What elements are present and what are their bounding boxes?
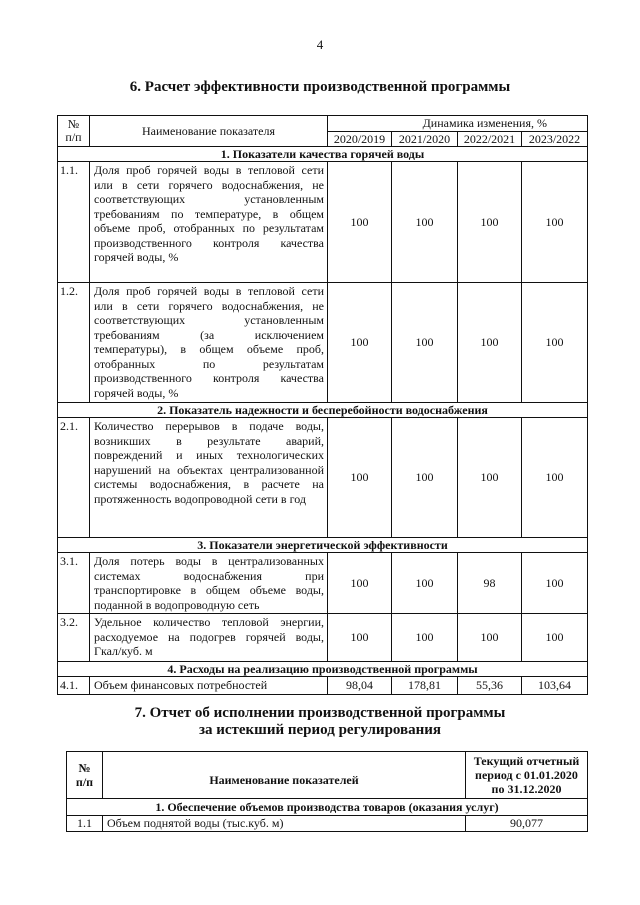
row-number: 4.1. xyxy=(58,677,90,695)
section-7-title-line-1: 7. Отчет об исполнении производственной программы xyxy=(134,705,506,721)
value-cell: 100 xyxy=(392,553,458,614)
value-cell: 100 xyxy=(392,614,458,662)
section-heading-1: 1. Обеспечение объемов производства товаров (оказания услуг) xyxy=(67,799,588,816)
efficiency-table xyxy=(57,115,588,695)
header-year-4: 2023/2022 xyxy=(522,131,588,147)
header-dynamics: Динамика изменения, % xyxy=(328,116,588,132)
value-cell: 100 xyxy=(458,418,522,538)
page-number: 4 xyxy=(316,37,324,52)
indicator-name: Объем поднятой воды (тыс.куб. м) xyxy=(103,816,466,832)
section-heading-1: 1. Показатели качества горячей воды xyxy=(58,147,588,162)
value-cell: 100 xyxy=(328,614,392,662)
value-cell: 100 xyxy=(522,614,588,662)
section-7-title-line-2: за истекший период регулирования xyxy=(198,722,442,738)
value-cell: 100 xyxy=(458,614,522,662)
row-number: 3.2. xyxy=(58,614,90,662)
value-cell: 103,64 xyxy=(522,677,588,695)
header-period: Текущий отчетный период с 01.01.2020 по 31.12.2020 xyxy=(466,752,588,799)
indicator-name: Доля проб горячей воды в тепловой сети или в сети горячего водоснабжения, не соответствующих установленным требованиям по температуре, в общем объеме проб, отобранных по результатам производственного контроля качества горячей воды, % xyxy=(90,162,328,283)
indicator-name: Удельное количество тепловой энергии, расходуемое на подогрев горячей воды, Гкал/куб. м xyxy=(90,614,328,662)
row-number: 3.1. xyxy=(58,553,90,614)
table-row xyxy=(58,677,588,695)
table-row xyxy=(58,162,588,283)
value-cell: 178,81 xyxy=(392,677,458,695)
value-cell: 100 xyxy=(392,418,458,538)
section-7-title xyxy=(0,705,640,739)
table-row xyxy=(58,614,588,662)
value-cell: 98,04 xyxy=(328,677,392,695)
row-number: 2.1. xyxy=(58,418,90,538)
value-cell: 98 xyxy=(458,553,522,614)
value-cell: 100 xyxy=(328,283,392,403)
value-cell: 100 xyxy=(522,418,588,538)
value-cell: 100 xyxy=(392,162,458,283)
indicator-name: Объем финансовых потребностей xyxy=(90,677,328,695)
value-cell: 100 xyxy=(328,162,392,283)
value-cell: 100 xyxy=(328,553,392,614)
value-cell: 100 xyxy=(522,162,588,283)
indicator-name: Количество перерывов в подаче воды, возникших в результате аварий, повреждений и иных технологических нарушений на объектах централизованной системы водоснабжения, в расчете на протяженность водопроводной сети в год xyxy=(90,418,328,538)
row-number: 1.1 xyxy=(67,816,103,832)
value-cell: 100 xyxy=(522,553,588,614)
value-cell: 100 xyxy=(392,283,458,403)
table-row xyxy=(58,418,588,538)
header-year-1: 2020/2019 xyxy=(328,131,392,147)
table-row xyxy=(67,816,588,832)
section-6-title: 6. Расчет эффективности производственной программы xyxy=(129,79,511,95)
section-heading-3: 3. Показатели энергетической эффективности xyxy=(58,538,588,553)
row-number: 1.1. xyxy=(58,162,90,283)
table-row xyxy=(58,553,588,614)
value-cell: 90,077 xyxy=(466,816,588,832)
section-heading-2: 2. Показатель надежности и бесперебойности водоснабжения xyxy=(58,403,588,418)
header-year-3: 2022/2021 xyxy=(458,131,522,147)
value-cell: 55,36 xyxy=(458,677,522,695)
header-num: № п/п xyxy=(67,752,103,799)
value-cell: 100 xyxy=(522,283,588,403)
indicator-name: Доля потерь воды в централизованных системах водоснабжения при транспортировке в общем объеме воды, поданной в водопроводную сеть xyxy=(90,553,328,614)
value-cell: 100 xyxy=(458,162,522,283)
value-cell: 100 xyxy=(458,283,522,403)
header-name: Наименование показателей xyxy=(103,752,466,799)
table-row xyxy=(58,283,588,403)
header-year-2: 2021/2020 xyxy=(392,131,458,147)
row-number: 1.2. xyxy=(58,283,90,403)
indicator-name: Доля проб горячей воды в тепловой сети или в сети горячего водоснабжения, не соответствующих установленным требованиям (за исключением температуры), в общем объеме проб, отобранных по результатам производственного контроля качества горячей воды, % xyxy=(90,283,328,403)
report-table xyxy=(66,751,588,832)
value-cell: 100 xyxy=(328,418,392,538)
section-heading-4: 4. Расходы на реализацию производственной программы xyxy=(58,662,588,677)
header-name: Наименование показателя xyxy=(90,116,328,147)
header-num: № п/п xyxy=(58,116,90,147)
